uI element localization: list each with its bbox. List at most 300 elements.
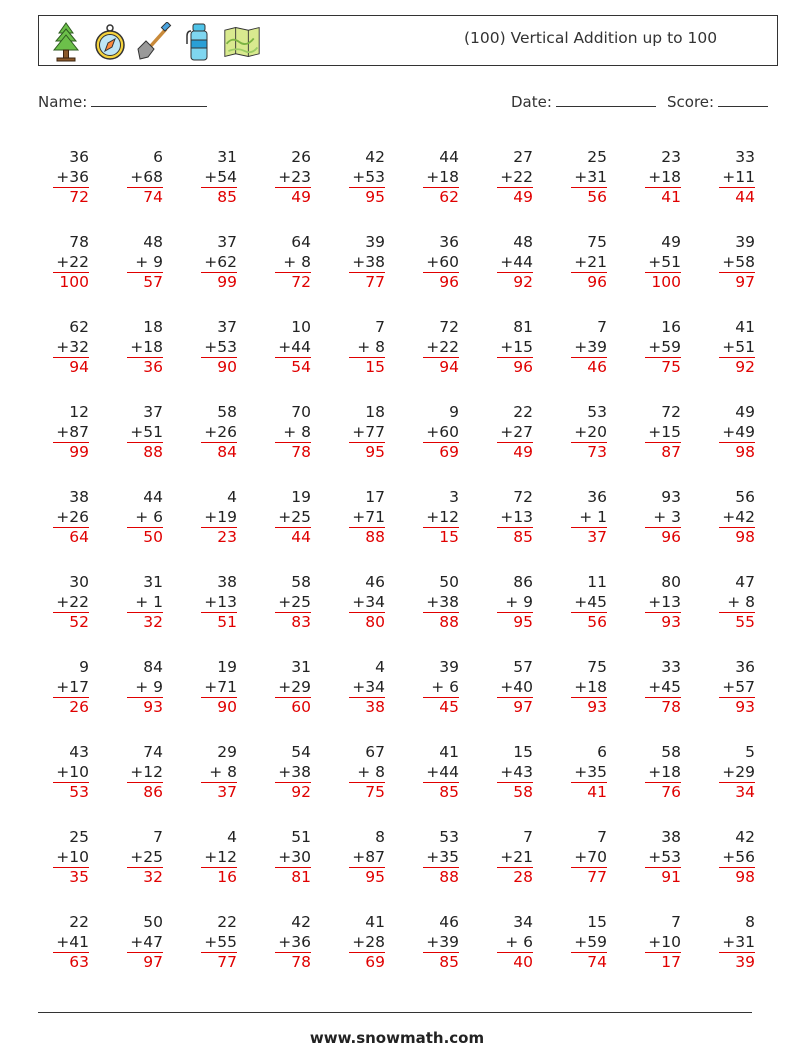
addend-top: 12 [69,403,89,421]
addend-bottom: +35 [426,847,459,866]
problem-r7-c8 [571,658,607,716]
addend-bottom: +12 [426,507,459,526]
answer: 90 [201,697,237,716]
addend-bottom: +22 [426,337,459,356]
addend-top: 38 [69,488,89,506]
addend-top: 41 [735,318,755,336]
addend-top: 41 [439,743,459,761]
addend-bottom: + 1 [135,592,163,611]
problem-r6-c10 [719,573,755,631]
addend-bottom: +18 [648,167,681,186]
problem-r10-c5 [349,913,385,971]
addend-bottom: +53 [352,167,385,186]
answer: 54 [275,357,311,376]
date-field [511,93,656,111]
answer: 96 [571,272,607,291]
addend-bottom: +38 [426,592,459,611]
addend-bottom: +77 [352,422,385,441]
addend-top: 22 [513,403,533,421]
addend-top: 9 [449,403,459,421]
answer: 49 [497,442,533,461]
addend-bottom: +62 [204,252,237,271]
problem-r9-c7 [497,828,533,886]
addend-top: 44 [143,488,163,506]
addend-top: 46 [365,573,385,591]
addend-top: 19 [217,658,237,676]
addend-bottom: +31 [722,932,755,951]
addend-top: 16 [661,318,681,336]
problem-r3-c1 [53,318,89,376]
name-field [38,93,207,111]
answer: 46 [571,357,607,376]
addend-top: 78 [69,233,89,251]
addend-top: 8 [375,828,385,846]
addend-top: 39 [439,658,459,676]
answer: 58 [497,782,533,801]
addend-bottom: +29 [722,762,755,781]
answer: 15 [349,357,385,376]
problem-r2-c2 [127,233,163,291]
worksheet-title: (100) Vertical Addition up to 100 [464,29,718,47]
answer: 56 [571,187,607,206]
answer: 32 [127,612,163,631]
addend-bottom: +53 [648,847,681,866]
problem-r1-c9 [645,148,681,206]
answer: 69 [423,442,459,461]
answer: 81 [275,867,311,886]
problem-r8-c4 [275,743,311,801]
addend-top: 3 [449,488,459,506]
addend-top: 48 [143,233,163,251]
addend-top: 39 [365,233,385,251]
problem-r8-c8 [571,743,607,801]
problem-r9-c2 [127,828,163,886]
addend-bottom: +57 [722,677,755,696]
answer: 98 [719,442,755,461]
answer: 100 [53,272,89,291]
addend-top: 33 [661,658,681,676]
answer: 55 [719,612,755,631]
problem-r4-c7 [497,403,533,461]
answer: 95 [497,612,533,631]
answer: 97 [497,697,533,716]
answer: 99 [201,272,237,291]
answer: 35 [53,867,89,886]
answer: 96 [423,272,459,291]
problem-r3-c6 [423,318,459,376]
answer: 88 [423,867,459,886]
answer: 87 [645,442,681,461]
answer: 76 [645,782,681,801]
answer: 77 [201,952,237,971]
name-label: Name: [38,93,88,111]
pine-tree-icon [47,20,85,64]
answer: 17 [645,952,681,971]
addend-top: 31 [143,573,163,591]
answer: 91 [645,867,681,886]
problem-r1-c5 [349,148,385,206]
answer: 93 [127,697,163,716]
addend-bottom: + 1 [579,507,607,526]
problem-r3-c7 [497,318,533,376]
addend-bottom: +26 [204,422,237,441]
answer: 74 [127,187,163,206]
addend-top: 27 [513,148,533,166]
addend-bottom: +42 [722,507,755,526]
addend-bottom: + 8 [283,422,311,441]
problem-r1-c10 [719,148,755,206]
addend-bottom: +40 [500,677,533,696]
addend-top: 93 [661,488,681,506]
worksheet-header [38,15,778,66]
date-blank[interactable] [556,93,656,107]
problem-r8-c7 [497,743,533,801]
addend-bottom: +53 [204,337,237,356]
problem-r7-c1 [53,658,89,716]
addend-bottom: +87 [56,422,89,441]
problem-r9-c10 [719,828,755,886]
answer: 92 [275,782,311,801]
addend-bottom: + 3 [653,507,681,526]
score-blank[interactable] [718,93,768,107]
problem-r7-c7 [497,658,533,716]
problem-r10-c6 [423,913,459,971]
addend-bottom: +51 [722,337,755,356]
problem-r10-c8 [571,913,607,971]
addend-bottom: +19 [204,507,237,526]
problem-r5-c3 [201,488,237,546]
addend-bottom: +41 [56,932,89,951]
problem-r4-c2 [127,403,163,461]
addend-bottom: +60 [426,252,459,271]
addend-bottom: +38 [352,252,385,271]
addend-top: 7 [671,913,681,931]
answer: 77 [349,272,385,291]
problem-r2-c10 [719,233,755,291]
problem-r5-c5 [349,488,385,546]
answer: 72 [53,187,89,206]
answer: 96 [645,527,681,546]
addend-top: 49 [735,403,755,421]
problem-r8-c1 [53,743,89,801]
problem-r1-c2 [127,148,163,206]
addend-bottom: +34 [352,677,385,696]
problem-r2-c8 [571,233,607,291]
answer: 28 [497,867,533,886]
answer: 93 [719,697,755,716]
answer: 57 [127,272,163,291]
problem-r9-c8 [571,828,607,886]
addend-bottom: + 8 [283,252,311,271]
addend-top: 15 [587,913,607,931]
answer: 49 [497,187,533,206]
addend-bottom: +12 [130,762,163,781]
answer: 36 [127,357,163,376]
addend-top: 8 [745,913,755,931]
addend-top: 72 [439,318,459,336]
addend-bottom: +10 [648,932,681,951]
problem-r2-c6 [423,233,459,291]
addend-top: 7 [153,828,163,846]
addend-bottom: +15 [500,337,533,356]
answer: 16 [201,867,237,886]
problem-r4-c1 [53,403,89,461]
addend-top: 48 [513,233,533,251]
answer: 83 [275,612,311,631]
addend-bottom: +30 [278,847,311,866]
problem-r9-c4 [275,828,311,886]
addend-bottom: +87 [352,847,385,866]
addend-top: 57 [513,658,533,676]
addend-top: 10 [291,318,311,336]
problem-r9-c9 [645,828,681,886]
addend-bottom: +59 [648,337,681,356]
addend-top: 6 [597,743,607,761]
answer: 72 [275,272,311,291]
problem-r6-c8 [571,573,607,631]
addend-top: 31 [291,658,311,676]
addend-top: 9 [79,658,89,676]
problem-r8-c2 [127,743,163,801]
answer: 94 [53,357,89,376]
addend-top: 84 [143,658,163,676]
answer: 74 [571,952,607,971]
addend-bottom: +36 [278,932,311,951]
addend-top: 50 [439,573,459,591]
addend-bottom: +39 [426,932,459,951]
problem-r2-c4 [275,233,311,291]
answer: 78 [645,697,681,716]
addend-bottom: +11 [722,167,755,186]
answer: 75 [349,782,385,801]
answer: 40 [497,952,533,971]
answer: 88 [127,442,163,461]
addend-bottom: + 6 [135,507,163,526]
addend-bottom: +71 [204,677,237,696]
addend-bottom: +22 [56,252,89,271]
addend-top: 37 [217,233,237,251]
answer: 15 [423,527,459,546]
problem-r5-c1 [53,488,89,546]
addend-top: 39 [735,233,755,251]
problem-r7-c2 [127,658,163,716]
addend-bottom: +21 [500,847,533,866]
addend-bottom: +13 [500,507,533,526]
addend-bottom: + 9 [135,252,163,271]
addend-bottom: +70 [574,847,607,866]
problem-r3-c4 [275,318,311,376]
addend-top: 7 [523,828,533,846]
addend-bottom: +45 [648,677,681,696]
answer: 95 [349,867,385,886]
addend-top: 86 [513,573,533,591]
addend-bottom: +54 [204,167,237,186]
answer: 93 [645,612,681,631]
problem-r2-c5 [349,233,385,291]
answer: 77 [571,867,607,886]
addend-bottom: +10 [56,762,89,781]
addend-top: 49 [661,233,681,251]
addend-bottom: + 8 [209,762,237,781]
problem-r7-c10 [719,658,755,716]
name-blank[interactable] [91,93,207,107]
addend-bottom: + 9 [505,592,533,611]
problem-r10-c1 [53,913,89,971]
problem-r8-c9 [645,743,681,801]
answer: 78 [275,442,311,461]
problem-r7-c9 [645,658,681,716]
addend-bottom: +60 [426,422,459,441]
addend-bottom: +51 [130,422,163,441]
problem-r1-c8 [571,148,607,206]
answer: 63 [53,952,89,971]
compass-icon [91,20,129,64]
problem-r1-c6 [423,148,459,206]
addend-top: 67 [365,743,385,761]
answer: 97 [127,952,163,971]
addend-top: 75 [587,658,607,676]
problem-r10-c10 [719,913,755,971]
answer: 38 [349,697,385,716]
answer: 64 [53,527,89,546]
score-label: Score: [667,93,715,111]
footer-site: www.snowmath.com [309,1029,485,1047]
answer: 85 [201,187,237,206]
addend-bottom: +44 [426,762,459,781]
problem-r2-c7 [497,233,533,291]
addend-bottom: +10 [56,847,89,866]
addend-top: 42 [365,148,385,166]
answer: 84 [201,442,237,461]
problem-r1-c7 [497,148,533,206]
addend-top: 44 [439,148,459,166]
answer: 41 [571,782,607,801]
problem-r5-c7 [497,488,533,546]
answer: 26 [53,697,89,716]
addend-bottom: + 6 [431,677,459,696]
answer: 85 [497,527,533,546]
answer: 39 [719,952,755,971]
answer: 100 [645,272,681,291]
addend-top: 25 [69,828,89,846]
problem-r3-c2 [127,318,163,376]
problem-r7-c6 [423,658,459,716]
addend-top: 53 [439,828,459,846]
addend-top: 25 [587,148,607,166]
problem-r3-c10 [719,318,755,376]
addend-top: 36 [735,658,755,676]
addend-bottom: +34 [352,592,385,611]
answer: 98 [719,867,755,886]
problem-r8-c3 [201,743,237,801]
addend-top: 22 [69,913,89,931]
problem-r5-c9 [645,488,681,546]
addend-top: 58 [661,743,681,761]
answer: 53 [53,782,89,801]
addend-top: 18 [143,318,163,336]
addend-top: 7 [375,318,385,336]
answer: 96 [497,357,533,376]
answer: 99 [53,442,89,461]
addend-top: 23 [661,148,681,166]
answer: 44 [719,187,755,206]
answer: 88 [349,527,385,546]
addend-bottom: +47 [130,932,163,951]
addend-top: 11 [587,573,607,591]
answer: 94 [423,357,459,376]
addend-top: 38 [217,573,237,591]
answer: 90 [201,357,237,376]
addend-bottom: +32 [56,337,89,356]
answer: 85 [423,782,459,801]
addend-bottom: +29 [278,677,311,696]
problem-r9-c5 [349,828,385,886]
addend-top: 4 [227,828,237,846]
problem-r3-c5 [349,318,385,376]
problem-r5-c10 [719,488,755,546]
problem-r4-c9 [645,403,681,461]
problem-r4-c3 [201,403,237,461]
addend-top: 30 [69,573,89,591]
problem-r4-c8 [571,403,607,461]
addend-bottom: +18 [130,337,163,356]
answer: 69 [349,952,385,971]
problem-r10-c3 [201,913,237,971]
addend-top: 22 [217,913,237,931]
problem-r6-c7 [497,573,533,631]
score-field [667,93,768,111]
problem-r2-c1 [53,233,89,291]
footer-divider [38,1012,752,1013]
addend-bottom: + 9 [135,677,163,696]
problem-r7-c5 [349,658,385,716]
addend-top: 7 [597,828,607,846]
addend-top: 81 [513,318,533,336]
addend-top: 74 [143,743,163,761]
addend-bottom: +20 [574,422,607,441]
addend-bottom: +28 [352,932,385,951]
problem-r1-c4 [275,148,311,206]
problem-r4-c6 [423,403,459,461]
answer: 98 [719,527,755,546]
problem-r3-c9 [645,318,681,376]
addend-bottom: +18 [574,677,607,696]
problem-r9-c6 [423,828,459,886]
addend-bottom: + 8 [727,592,755,611]
date-label: Date: [511,93,552,111]
addend-bottom: +22 [56,592,89,611]
addend-top: 7 [597,318,607,336]
addend-top: 72 [661,403,681,421]
problem-r7-c3 [201,658,237,716]
problem-r9-c1 [53,828,89,886]
addend-top: 36 [439,233,459,251]
addend-top: 29 [217,743,237,761]
addend-top: 72 [513,488,533,506]
addend-bottom: +15 [648,422,681,441]
addend-top: 51 [291,828,311,846]
addend-bottom: +12 [204,847,237,866]
addend-bottom: +25 [130,847,163,866]
addend-top: 42 [291,913,311,931]
addend-bottom: +68 [130,167,163,186]
addend-bottom: +31 [574,167,607,186]
answer: 73 [571,442,607,461]
addend-bottom: +13 [648,592,681,611]
addend-top: 58 [291,573,311,591]
answer: 92 [719,357,755,376]
problem-r8-c6 [423,743,459,801]
